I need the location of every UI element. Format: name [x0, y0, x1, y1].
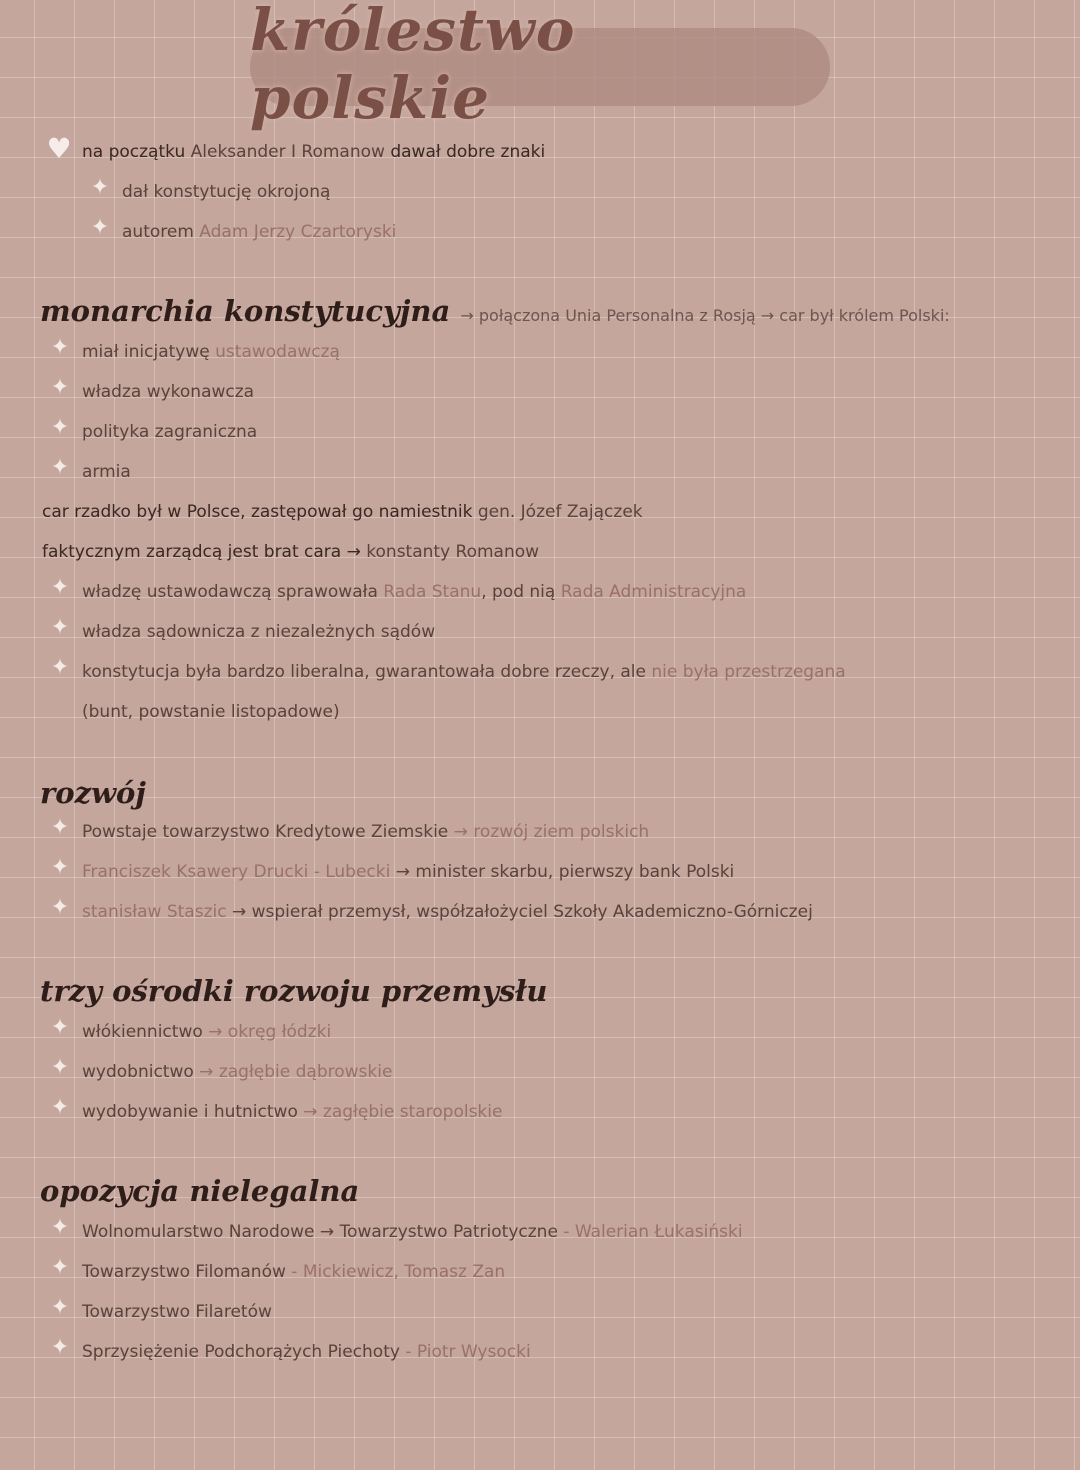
paragraph-line — [42, 500, 643, 524]
sparkle-icon: ✦ — [50, 895, 70, 920]
bullet-item: Towarzystwo Filaretów — [82, 1302, 272, 1322]
bullet-text: Wolnomularstwo Narodowe → Towarzystwo Patriotyczne — [82, 1222, 564, 1242]
sparkle-icon: ✦ — [90, 215, 110, 240]
bullet-text: Sprzysiężenie Podchorążych Piechoty — [82, 1342, 406, 1362]
bullet-highlight: - Walerian Łukasiński — [563, 1222, 743, 1242]
section-heading-monarchy — [40, 294, 950, 333]
bullet-highlight: - Mickiewicz, Tomasz Zan — [291, 1262, 506, 1282]
bullet-highlight: → okręg łódzki — [208, 1022, 332, 1042]
bullet-text: → wspierał przemysł, współzałożyciel Szkoły Akademiczno-Górniczej — [226, 902, 813, 922]
bullet-item-continuation: (bunt, powstanie listopadowe) — [82, 702, 340, 722]
bullet-item: władza sądownicza z niezależnych sądów — [82, 622, 436, 642]
intro-text: na początku — [82, 142, 191, 162]
intro-line-1 — [82, 140, 545, 164]
bullet-text: włókiennictwo — [82, 1022, 209, 1042]
bullet-highlight: → zagłębie dąbrowskie — [199, 1062, 393, 1082]
bullet-highlight: Franciszek Ksawery Drucki - Lubecki — [82, 862, 391, 882]
bullet-item: polityka zagraniczna — [82, 422, 258, 442]
bullet-item — [82, 1340, 531, 1364]
bullet-highlight: Rada Administracyjna — [560, 582, 747, 602]
intro-text-end: dawał dobre znaki — [384, 142, 546, 162]
bullet-text: Powstaje towarzystwo Kredytowe Ziemskie — [82, 822, 454, 842]
bullet-item — [82, 1220, 743, 1244]
paragraph-text: faktycznym zarządcą jest brat cara → — [42, 542, 367, 562]
bullet-highlight: → rozwój ziem polskich — [453, 822, 650, 842]
bullet-highlight: - Piotr Wysocki — [405, 1342, 531, 1362]
heading-note: → połączona Unia Personalna z Rosją → car był królem Polski: — [460, 306, 950, 325]
bullet-item — [82, 1260, 505, 1284]
bullet-item — [82, 1060, 392, 1084]
sparkle-icon: ✦ — [50, 615, 70, 640]
bullet-highlight: nie była przestrzegana — [651, 662, 846, 682]
bullet-text: władzę ustawodawczą sprawowała — [82, 582, 384, 602]
bullet-text: , pod nią — [481, 582, 561, 602]
sparkle-icon: ✦ — [50, 855, 70, 880]
intro-highlight: Adam Jerzy Czartoryski — [199, 222, 397, 242]
paragraph-line — [42, 540, 539, 564]
sparkle-icon: ✦ — [50, 655, 70, 680]
sparkle-icon: ✦ — [50, 575, 70, 600]
section-heading-opposition: opozycja nielegalna — [40, 1174, 360, 1208]
sparkle-icon: ✦ — [50, 375, 70, 400]
sparkle-icon: ✦ — [50, 335, 70, 360]
bullet-item — [82, 900, 813, 924]
bullet-item — [82, 660, 846, 684]
section-heading-industry: trzy ośrodki rozwoju przemysłu — [40, 974, 548, 1008]
bullet-item — [82, 820, 649, 844]
paragraph-text: car rzadko był w Polsce, zastępował go namiestnik — [42, 502, 478, 522]
sparkle-icon: ✦ — [50, 815, 70, 840]
sparkle-icon: ✦ — [50, 1055, 70, 1080]
sparkle-icon: ✦ — [50, 415, 70, 440]
sparkle-icon: ✦ — [50, 1255, 70, 1280]
bullet-item — [82, 1020, 331, 1044]
intro-line-3 — [122, 220, 396, 244]
section-heading-development: rozwój — [40, 776, 146, 810]
bullet-text: miał inicjatywę — [82, 342, 216, 362]
sparkle-icon: ✦ — [50, 1015, 70, 1040]
intro-line-2: dał konstytucję okrojoną — [122, 182, 331, 202]
sparkle-icon: ✦ — [90, 175, 110, 200]
sparkle-icon: ✦ — [50, 1095, 70, 1120]
heading-text: monarchia konstytucyjna — [40, 294, 451, 328]
bullet-item — [82, 340, 340, 364]
intro-highlight: Aleksander I Romanow — [190, 142, 385, 162]
bullet-text: wydobywanie i hutnictwo — [82, 1102, 304, 1122]
bullet-item — [82, 1100, 502, 1124]
bullet-item — [82, 580, 746, 604]
sparkle-icon: ✦ — [50, 455, 70, 480]
bullet-highlight: ustawodawczą — [215, 342, 340, 362]
bullet-text: wydobnictwo — [82, 1062, 200, 1082]
bullet-text: konstytucja była bardzo liberalna, gwarantowała dobre rzeczy, ale — [82, 662, 652, 682]
bullet-item: władza wykonawcza — [82, 382, 255, 402]
bullet-highlight: stanisław Staszic — [82, 902, 227, 922]
bullet-highlight: → zagłębie staropolskie — [303, 1102, 503, 1122]
bullet-text: → minister skarbu, pierwszy bank Polski — [390, 862, 735, 882]
bullet-item: armia — [82, 462, 131, 482]
sparkle-icon: ✦ — [50, 1335, 70, 1360]
sparkle-icon: ✦ — [50, 1215, 70, 1240]
intro-text: autorem — [122, 222, 200, 242]
bullet-highlight: Rada Stanu — [383, 582, 482, 602]
sparkle-icon: ✦ — [50, 1295, 70, 1320]
paragraph-highlight: gen. Józef Zajączek — [477, 502, 643, 522]
heart-icon: ♥ — [46, 132, 72, 165]
bullet-text: Towarzystwo Filomanów — [82, 1262, 292, 1282]
title-text: królestwo polskie — [250, 0, 576, 132]
paragraph-highlight: konstanty Romanow — [366, 542, 540, 562]
bullet-item — [82, 860, 734, 884]
page-title — [250, 0, 830, 132]
